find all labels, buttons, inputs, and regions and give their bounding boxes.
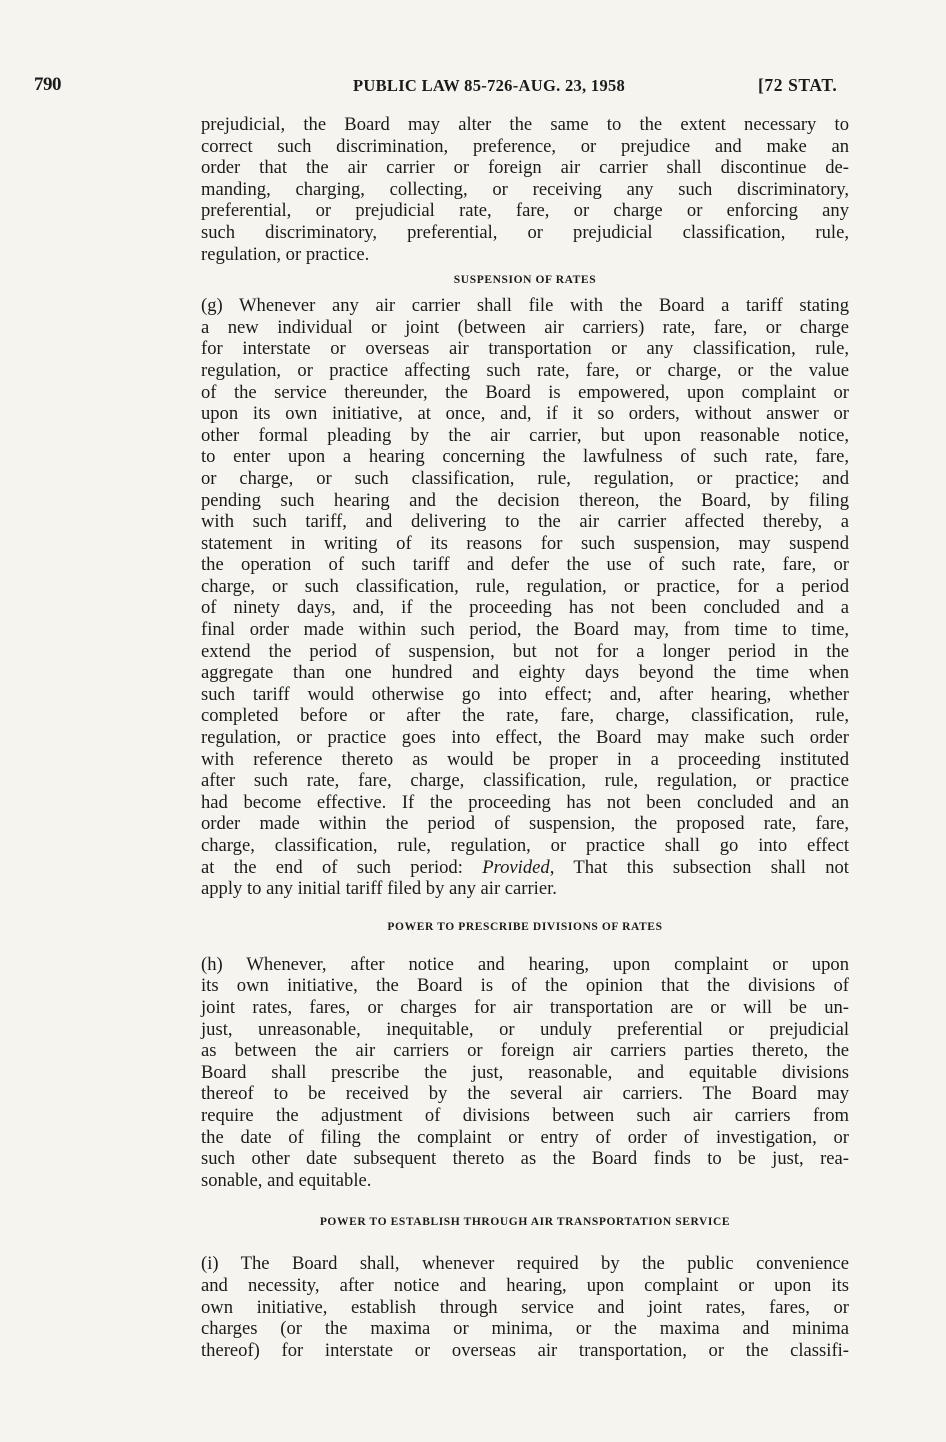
text-line: require the adjustment of divisions between such air carriers from xyxy=(201,1104,849,1126)
text-line: such discriminatory, preferential, or prejudicial classification, rule, xyxy=(201,221,849,243)
section-heading-through-service: POWER TO ESTABLISH THROUGH AIR TRANSPORTATION SERVICE xyxy=(319,1216,731,1229)
document-body xyxy=(201,114,849,1361)
text-line: charges (or the maxima or minima, or the maxima and minima xyxy=(201,1318,849,1340)
text-line: as between the air carriers or foreign air carriers parties thereto, the xyxy=(201,1040,849,1062)
text-line: or charge, or such classification, rule, regulation, or practice; and xyxy=(201,467,849,489)
statute-citation: [72 STAT. xyxy=(758,75,838,95)
text-line: thereof to be received by the several air carriers. The Board may xyxy=(201,1083,849,1105)
text-line: preferential, or prejudicial rate, fare, or charge or enforcing any xyxy=(201,200,849,222)
text-line: and necessity, after notice and hearing, upon complaint or upon its xyxy=(201,1274,849,1296)
page-header xyxy=(0,74,946,102)
text-line: correct such discrimination, preference, or prejudice and make an xyxy=(201,135,849,157)
paragraph-h xyxy=(201,954,849,1192)
text-line: regulation, or practice goes into effect, the Board may make such order xyxy=(201,727,849,749)
text-line: other formal pleading by the air carrier, but upon reasonable notice, xyxy=(201,424,849,446)
text-line: thereof) for interstate or overseas air transportation, or the classifi- xyxy=(201,1339,849,1361)
section-heading-suspension: SUSPENSION OF RATES xyxy=(453,274,597,287)
text-line: (h) Whenever, after notice and hearing, upon complaint or upon xyxy=(201,953,849,975)
text-line: a new individual or joint (between air carriers) rate, fare, or charge xyxy=(201,316,849,338)
text-line: aggregate than one hundred and eighty days beyond the time when xyxy=(201,662,849,684)
text-line: apply to any initial tariff filed by any air carrier. xyxy=(201,878,557,900)
text-line: manding, charging, collecting, or receiving any such discriminatory, xyxy=(201,178,849,200)
text-segment: , That this subsection shall not xyxy=(549,856,849,878)
text-line: final order made within such period, the Board may, from time to time, xyxy=(201,619,849,641)
text-line: charge, classification, rule, regulation, or practice shall go into effect xyxy=(201,835,849,856)
text-line: upon its own initiative, at once, and, if it so orders, without answer or xyxy=(201,403,849,425)
text-line: order made within the period of suspension, the proposed rate, fare, xyxy=(201,813,849,835)
text-line-provided xyxy=(201,857,849,879)
provided-italic: Provided xyxy=(482,856,550,878)
text-line: sonable, and equitable. xyxy=(201,1169,372,1191)
text-line: extend the period of suspension, but not for a longer period in the xyxy=(201,640,849,662)
text-line: its own initiative, the Board is of the opinion that the divisions of xyxy=(201,975,849,997)
text-line: Board shall prescribe the just, reasonable, and equitable divisions xyxy=(201,1061,849,1083)
text-segment: at the end of such period: xyxy=(201,856,483,878)
text-line: joint rates, fares, or charges for air transportation are or will be un- xyxy=(201,996,849,1018)
text-line: (g) Whenever any air carrier shall file with the Board a tariff stating xyxy=(201,295,849,317)
text-line: of the service thereunder, the Board is empowered, upon complaint or xyxy=(201,381,849,403)
text-line: the operation of such tariff and defer the use of such rate, fare, or xyxy=(201,554,849,576)
text-line: such tariff would otherwise go into effect; and, after hearing, whether xyxy=(201,683,849,705)
section-heading-divisions: POWER TO PRESCRIBE DIVISIONS OF RATES xyxy=(387,920,663,933)
text-line: regulation, or practice affecting such rate, fare, or charge, or the value xyxy=(201,359,849,381)
text-line: for interstate or overseas air transportation or any classification, rule, xyxy=(201,338,849,360)
running-head: PUBLIC LAW 85-726-AUG. 23, 1958 xyxy=(353,76,626,95)
text-line: charge, or such classification, rule, regulation, or practice, for a period xyxy=(201,575,849,597)
text-line: to enter upon a hearing concerning the lawfulness of such rate, fare, xyxy=(201,446,849,468)
text-line: own initiative, establish through service and joint rates, fares, or xyxy=(201,1296,849,1318)
text-line: had become effective. If the proceeding has not been concluded and an xyxy=(201,791,849,813)
text-line: of ninety days, and, if the proceeding has not been concluded and a xyxy=(201,597,849,619)
paragraph-g xyxy=(201,295,849,900)
text-line: the date of filing the complaint or entry of order of investigation, or xyxy=(201,1126,849,1148)
text-line: statement in writing of its reasons for such suspension, may suspend xyxy=(201,532,849,554)
text-line: order that the air carrier or foreign air carrier shall discontinue de- xyxy=(201,157,849,179)
text-line: just, unreasonable, inequitable, or unduly preferential or prejudicial xyxy=(201,1018,849,1040)
text-line: prejudicial, the Board may alter the same to the extent necessary to xyxy=(201,114,849,135)
paragraph-f-continuation xyxy=(201,114,849,265)
text-line: such other date subsequent thereto as the Board finds to be just, rea- xyxy=(201,1148,849,1170)
text-line: (i) The Board shall, whenever required by the public convenience xyxy=(201,1253,849,1275)
text-line: after such rate, fare, charge, classification, rule, regulation, or practice xyxy=(201,770,849,792)
text-line: pending such hearing and the decision thereon, the Board, by filing xyxy=(201,489,849,511)
text-line: with reference thereto as would be proper in a proceeding instituted xyxy=(201,748,849,770)
text-line: regulation, or practice. xyxy=(201,243,370,265)
text-line: completed before or after the rate, fare, charge, classification, rule, xyxy=(201,705,849,727)
paragraph-i xyxy=(201,1253,849,1361)
text-line: with such tariff, and delivering to the air carrier affected thereby, a xyxy=(201,511,849,533)
page-number: 790 xyxy=(34,74,61,95)
